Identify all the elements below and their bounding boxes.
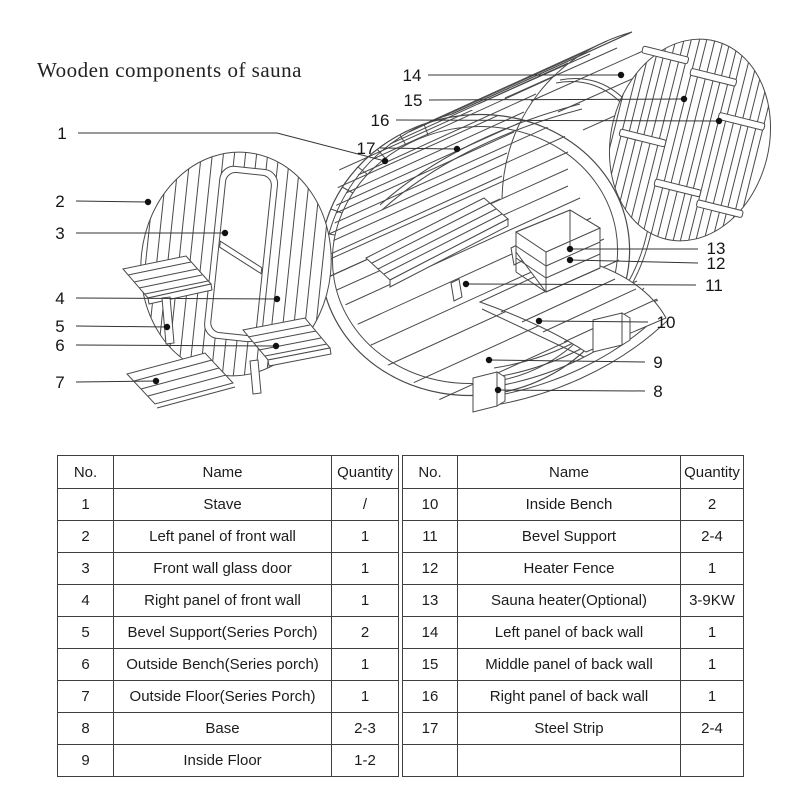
table-header-row [403, 456, 744, 489]
table-row: 2 Left panel of front wall 1 [58, 521, 399, 553]
table-row [403, 745, 744, 777]
col-header-quantity: Quantity [332, 456, 399, 489]
callout-2-label: 2 [55, 192, 65, 211]
callout-7-label: 7 [55, 373, 65, 392]
callout-17 [357, 139, 461, 158]
col-header-name: Name [114, 456, 332, 489]
callout-15-label: 15 [403, 91, 423, 110]
callout-14-label: 14 [402, 66, 422, 85]
callout-9-label: 9 [653, 353, 663, 372]
callout-8-label: 8 [653, 382, 663, 401]
table-row: 3 Front wall glass door 1 [58, 553, 399, 585]
callout-4-label: 4 [55, 289, 65, 308]
table-row: 16 Right panel of back wall 1 [403, 681, 744, 713]
table-row: 9 Inside Floor 1-2 [58, 745, 399, 777]
col-header-no: No. [58, 456, 114, 489]
table-row: 7 Outside Floor(Series Porch) 1 [58, 681, 399, 713]
table-row: 1 Stave / [58, 489, 399, 521]
callout-6-label: 6 [55, 336, 65, 355]
col-header-name: Name [458, 456, 681, 489]
table-header-row [58, 456, 399, 489]
callout-14 [403, 66, 625, 85]
callout-3-label: 3 [55, 224, 65, 243]
table-row: 6 Outside Bench(Series porch) 1 [58, 649, 399, 681]
back-wall-drawing [588, 20, 792, 262]
parts-table-left [57, 455, 399, 777]
bevel-support-leg [451, 279, 462, 301]
parts-tables [57, 455, 744, 777]
callout-11-label: 11 [705, 276, 723, 295]
table-row: 10 Inside Bench 2 [403, 489, 744, 521]
callout-8 [495, 382, 663, 401]
callout-10-label: 10 [656, 313, 676, 332]
table-row: 8 Base 2-3 [58, 713, 399, 745]
table-row: 5 Bevel Support(Series Porch) 2 [58, 617, 399, 649]
base-block [593, 313, 630, 352]
col-header-quantity: Quantity [681, 456, 744, 489]
callout-12-label: 12 [706, 254, 726, 273]
table-row: 13 Sauna heater(Optional) 3-9KW [403, 585, 744, 617]
callout-1-label: 1 [57, 124, 67, 143]
inside-bench-left [366, 198, 522, 301]
parts-table-right [402, 455, 744, 777]
front-wall-drawing [123, 141, 342, 408]
table-row: 14 Left panel of back wall 1 [403, 617, 744, 649]
table-row: 17 Steel Strip 2-4 [403, 713, 744, 745]
callout-17-label: 17 [356, 139, 376, 158]
table-row: 15 Middle panel of back wall 1 [403, 649, 744, 681]
table-row: 12 Heater Fence 1 [403, 553, 744, 585]
callout-13-label: 13 [706, 239, 726, 258]
table-row: 4 Right panel of front wall 1 [58, 585, 399, 617]
col-header-no: No. [403, 456, 458, 489]
callout-2 [55, 192, 151, 211]
table-row: 11 Bevel Support 2-4 [403, 521, 744, 553]
page-title: Wooden components of sauna [37, 58, 302, 82]
callout-9 [486, 353, 663, 372]
callout-5-label: 5 [55, 317, 65, 336]
callout-16-label: 16 [370, 111, 390, 130]
